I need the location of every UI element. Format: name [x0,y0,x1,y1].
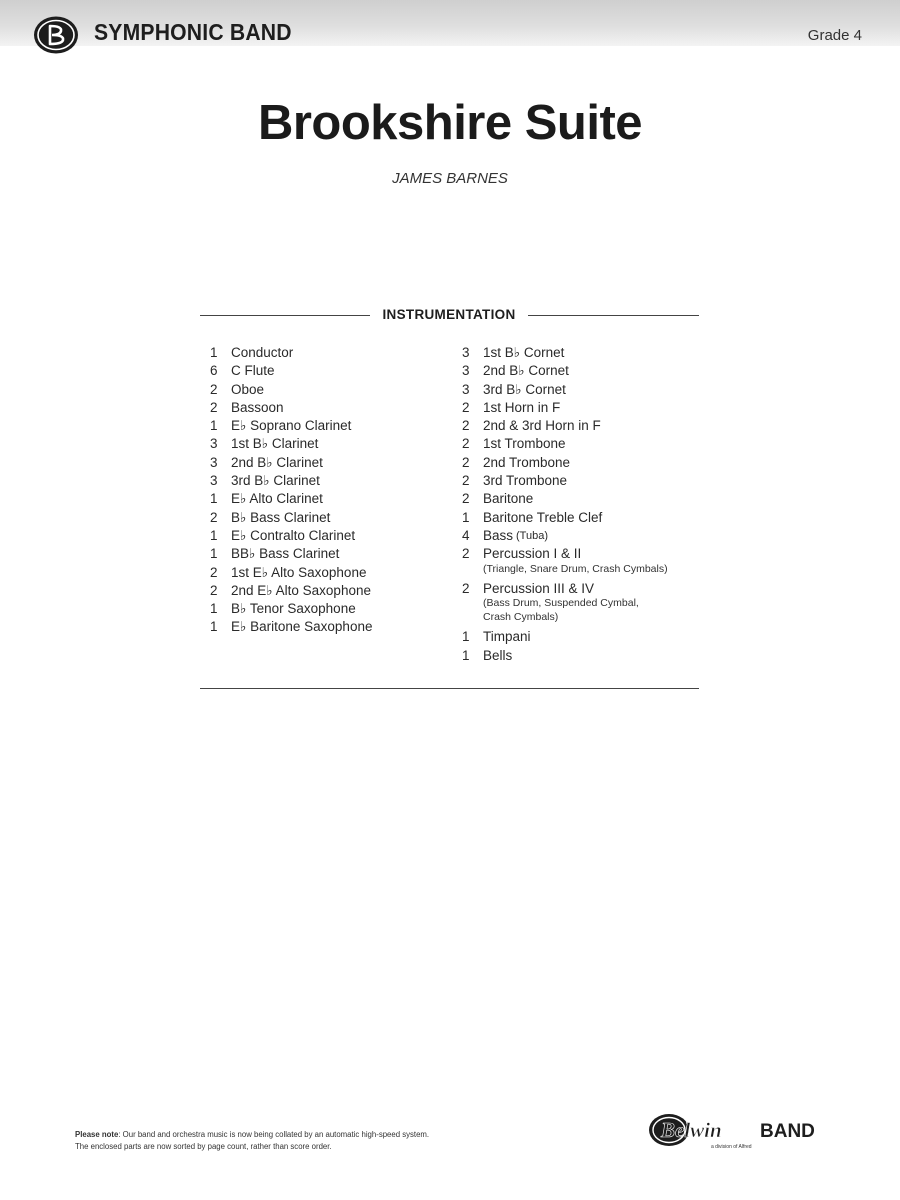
instrument-entry [462,490,712,508]
instrument-row [210,362,450,380]
instrument-row [210,527,450,545]
instrument-detail [462,563,712,577]
series-logo [33,15,79,55]
instrument-row [210,490,450,508]
piece-title: Brookshire Suite [257,96,643,150]
instrument-quantity: 2 [210,564,218,580]
instrument-detail [462,597,712,624]
instrument-entry [210,417,450,435]
footnote-line-2: The enclosed parts are now sorted by page count, rather than score order. [75,1142,332,1151]
instrument-name: Timpani [483,629,531,645]
instrument-name: Percussion III & IV [483,581,595,597]
instrument-row [462,399,712,417]
instrument-row [462,628,712,646]
instrument-row [210,600,450,618]
instrument-row [210,417,450,435]
instrument-entry [210,509,450,527]
instrument-row [462,435,712,453]
footnote-label: Please note [75,1130,119,1139]
instrument-quantity: 2 [462,473,470,489]
instrument-quantity: 1 [462,629,470,645]
instrument-quantity: 3 [462,345,470,360]
instrument-quantity: 2 [462,491,470,507]
instrumentation-bottom-rule [200,688,699,689]
instrument-name: 1st Trombone [483,436,566,452]
instrument-name: E♭ Alto Clarinet [231,491,323,507]
instrument-quantity: 2 [462,436,470,452]
instrument-entry [210,472,450,490]
instrument-quantity: 3 [210,454,218,470]
instrument-name: 3rd B♭ Cornet [483,381,566,397]
instrument-name: 2nd B♭ Clarinet [231,454,323,470]
grade-label: Grade 4 [807,27,862,44]
instrument-row [462,509,712,527]
instrument-name: 1st Horn in F [483,399,561,415]
instrument-row [210,618,450,636]
instrument-quantity: 3 [462,381,470,397]
instrument-entry [462,362,712,380]
instrument-name: Baritone [483,491,534,507]
instrument-name: Bells [483,647,513,663]
instrument-row [462,545,712,563]
footnote-text-1: : Our band and orchestra music is now being collated by an automatic high-speed system. [118,1130,430,1139]
instrument-quantity: 3 [210,436,218,452]
instrument-row [462,344,712,362]
instrument-quantity: 1 [210,546,218,562]
instrument-quantity: 2 [210,381,218,397]
instrument-entry [210,564,450,582]
heading-rule-left [200,315,370,316]
instrument-row [462,580,712,598]
instrument-name: 1st E♭ Alto Saxophone [231,564,367,580]
instrument-name: 2nd Trombone [483,454,571,470]
instrument-quantity: 2 [210,399,218,415]
instrument-quantity: 2 [210,509,218,525]
instrument-name: 3rd Trombone [483,473,568,489]
instrument-name: 2nd & 3rd Horn in F [483,418,601,434]
instrument-quantity: 2 [462,418,470,434]
instrument-quantity: 1 [462,509,470,525]
instrument-entry [210,435,450,453]
instrument-quantity: 1 [210,601,218,617]
instrument-name: BB♭ Bass Clarinet [231,546,340,562]
instrument-entry [462,472,712,490]
instrument-quantity: 6 [210,363,218,379]
composer-name: JAMES BARNES [392,170,508,187]
instrument-entry [462,580,712,624]
instrument-entry [462,527,712,545]
instrument-note: (Tuba) [516,529,549,542]
collation-footnote [75,1129,429,1153]
instrument-entry [210,399,450,417]
instrument-detail-line: (Triangle, Snare Drum, Crash Cymbals) [483,562,668,575]
instrument-name: E♭ Soprano Clarinet [231,418,352,434]
instrument-entry [462,435,712,453]
instrument-row [210,582,450,600]
instrument-name: 1st B♭ Cornet [483,345,565,360]
instrument-entry [462,399,712,417]
instrument-row [462,527,712,545]
instrument-entry [210,381,450,399]
instrument-quantity: 2 [210,582,218,598]
instrument-quantity: 3 [462,363,470,379]
footnote-line-1 [75,1129,429,1141]
instrument-row [210,344,450,362]
instrument-row [462,362,712,380]
instrument-quantity: 2 [462,399,470,415]
instrument-quantity: 2 [462,546,470,562]
publisher-logo-tagline: a division of Alfred [711,1144,752,1150]
instrument-row [462,454,712,472]
publisher-name: BAND [760,1121,815,1142]
instrument-entry [210,490,450,508]
instrument-name: Bassoon [231,399,284,415]
instrument-entry [462,454,712,472]
instrument-row [462,490,712,508]
instrument-entry [210,344,450,362]
instrument-name: Conductor [231,345,294,360]
instrument-entry [462,509,712,527]
series-title: SYMPHONIC BAND [94,19,292,45]
instrument-row [210,435,450,453]
instrument-entry [210,454,450,472]
instrument-name: C Flute [231,363,275,379]
instrument-entry [210,618,450,636]
instrumentation-heading: INSTRUMENTATION [382,307,516,322]
instrument-entry [210,527,450,545]
instrument-quantity: 4 [462,527,470,543]
instrument-detail-line: (Bass Drum, Suspended Cymbal, [483,597,639,610]
instrument-name: E♭ Contralto Clarinet [231,527,356,543]
instrument-name: Baritone Treble Clef [483,509,603,525]
instrument-row [210,564,450,582]
instrument-entry [462,344,712,362]
instrument-quantity: 2 [462,581,470,597]
instrument-entry [462,381,712,399]
instrument-row [210,472,450,490]
instrument-row [210,509,450,527]
instrument-row [210,399,450,417]
instrument-name: B♭ Bass Clarinet [231,509,331,525]
instrument-name: 3rd B♭ Clarinet [231,473,320,489]
instrument-quantity: 1 [210,527,218,543]
instrument-quantity: 1 [210,491,218,507]
instrument-quantity: 1 [210,345,218,360]
instrument-name: 1st B♭ Clarinet [231,436,319,452]
instrument-entry [462,545,712,576]
instrument-detail-line: Crash Cymbals) [483,610,559,623]
instrument-name: Percussion I & II [483,546,582,562]
publisher-logo-script: Belwin [661,1118,722,1142]
instrument-name: 2nd E♭ Alto Saxophone [231,582,371,598]
instrument-entry [462,647,712,665]
instrument-name: E♭ Baritone Saxophone [231,619,373,635]
instrument-quantity: 2 [462,454,470,470]
instrument-row [210,454,450,472]
instrument-quantity: 1 [462,647,470,663]
instrument-name: Bass [483,527,514,543]
instrument-quantity: 3 [210,473,218,489]
instrument-row [462,647,712,665]
instrument-name: Oboe [231,381,265,397]
instrumentation-column-left [210,344,450,637]
instrument-quantity: 1 [210,619,218,635]
instrument-entry [462,417,712,435]
heading-rule-right [528,315,699,316]
instrument-entry [210,362,450,380]
instrument-entry [210,600,450,618]
instrumentation-column-right [462,344,712,665]
instrument-row [210,545,450,563]
instrument-entry [210,545,450,563]
instrument-quantity: 1 [210,418,218,434]
instrument-row [210,381,450,399]
instrument-entry [462,628,712,646]
instrument-row [462,381,712,399]
instrument-row [462,417,712,435]
instrument-name: 2nd B♭ Cornet [483,363,569,379]
instrument-entry [210,582,450,600]
instrument-row [462,472,712,490]
publisher-logo [647,1108,759,1152]
instrument-name: B♭ Tenor Saxophone [231,601,356,617]
